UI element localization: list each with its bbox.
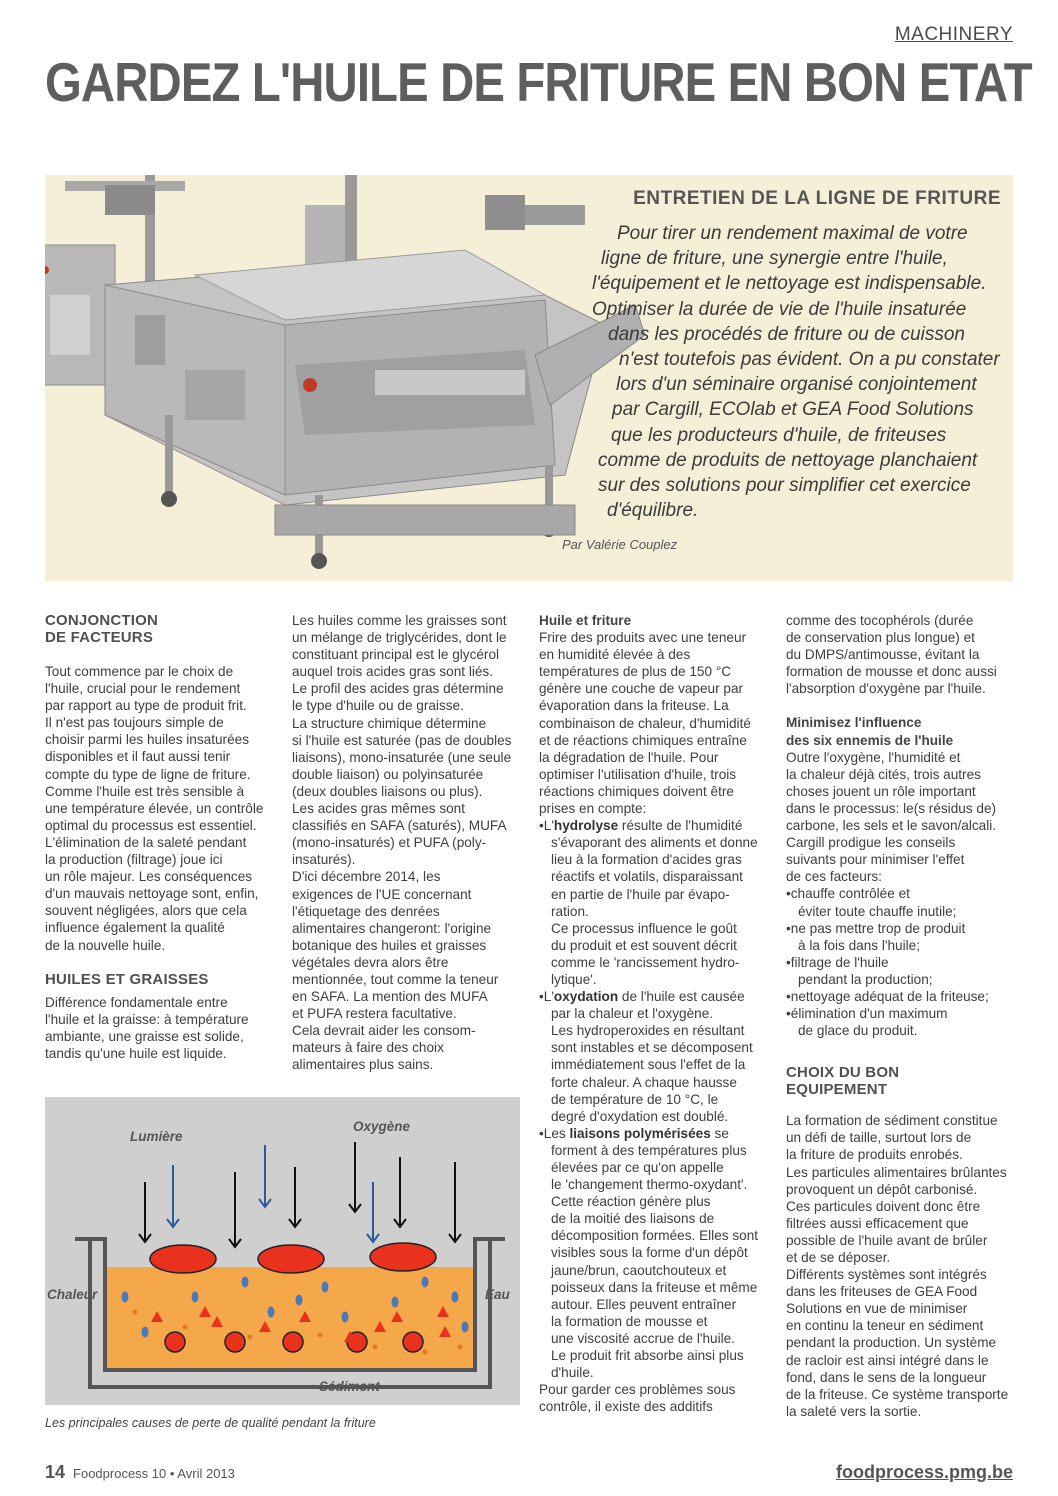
heading-huile-friture: Huile et friture (539, 613, 632, 628)
text-line: botanique des huiles et graisses (292, 937, 487, 953)
oil-dot (183, 1325, 188, 1330)
text-line: de racloir est ainsi intégré dans le (786, 1352, 989, 1368)
text-line: souvent négligées, alors que cela (45, 903, 247, 919)
lead-line: sur des solutions pour simplifier cet exercice (598, 475, 971, 496)
bullet-line: •ne pas mettre trop de produit (786, 920, 966, 936)
section-tag: MACHINERY (894, 24, 1013, 45)
text-line: Les particules alimentaires brûlantes (786, 1164, 1007, 1180)
text-line: fond, dans le sens de la longueur (786, 1369, 987, 1385)
sediment-particle (165, 1332, 185, 1352)
water-drop (296, 1295, 303, 1306)
bullet-line: à la fois dans l'huile; (798, 937, 920, 953)
bullet-line: de glace du produit. (798, 1023, 918, 1039)
text-line: ambiante, une graisse est solide, (45, 1028, 244, 1044)
bullet-line: éviter toute chauffe inutile; (798, 903, 957, 919)
text-line: une température élevée, un contrôle (45, 800, 264, 816)
text-line: Cargill prodigue les conseils (786, 835, 956, 851)
text-line: filtrées aussi efficacement que (786, 1215, 969, 1231)
text-line: autour. Elles peuvent entraîner (551, 1296, 737, 1312)
text-line: pendant la production. Un système (786, 1335, 997, 1351)
heading-huiles-graisses: HUILES ET GRAISSES (45, 970, 209, 988)
text-line: alimentaires plus sains. (292, 1057, 434, 1073)
text-line: d'un mauvais nettoyage sont, enfin, (45, 886, 259, 902)
bullet-line: •filtrage de l'huile (786, 954, 889, 970)
text-line: sont instables et se décomposent (551, 1040, 753, 1056)
text-line: en SAFA. La mention des MUFA (292, 989, 488, 1005)
text-line: contrôle, il existe des additifs (539, 1399, 713, 1415)
text-line: jaune/brun, caoutchouteux et (551, 1262, 727, 1278)
bullet-line: •chauffe contrôlée et (786, 886, 910, 902)
water-drop (342, 1312, 349, 1323)
lead-line: Pour tirer un rendement maximal de votre (617, 223, 968, 244)
oil-dot (248, 1335, 253, 1340)
text-line: la chaleur déjà cités, trois autres (786, 766, 981, 782)
water-drop (268, 1307, 275, 1318)
lead-line: Optimiser la durée de vie de l'huile insaturée (592, 298, 967, 320)
page-number: 14 (45, 1462, 66, 1482)
text-line: auquel trois acides gras sont liés. (292, 664, 493, 680)
text-line: Différence fondamentale entre (45, 994, 228, 1010)
column-1 (45, 612, 270, 1062)
text-line: et PUFA restera facultative. (292, 1006, 457, 1022)
text-line: Le profil des acides gras détermine (292, 681, 504, 697)
text-line: immédiatement sous l'effet de la (551, 1057, 746, 1073)
issue-info: Foodprocess 10 • Avril 2013 (73, 1466, 235, 1481)
water-drop (192, 1292, 199, 1303)
text-line: provoquent un dépôt carbonisé. (786, 1181, 978, 1197)
text-line: liaisons), mono-insaturée (une seule (292, 749, 512, 765)
paragraph (292, 612, 522, 1074)
text-line: l'absorption d'oxygène par l'huile. (786, 681, 986, 697)
frying-diagram-svg (45, 1097, 520, 1405)
text-line: possible de l'huile avant de brûler (786, 1232, 988, 1248)
heading-choix-equipement: CHOIX DU BON EQUIPEMENT (786, 1064, 900, 1099)
oil-dot (458, 1345, 463, 1350)
water-drop (462, 1322, 469, 1333)
text-line: la production (filtrage) joue ici (45, 852, 223, 868)
text-line: (mono-insaturés) et PUFA (poly- (292, 835, 487, 851)
text-line: choses jouent un rôle important (786, 783, 976, 799)
column-4 (786, 612, 1016, 1420)
water-drop (392, 1297, 399, 1308)
text-line: de la moitié des liaisons de (551, 1211, 715, 1227)
text-line: constituant principal est le glycérol (292, 647, 500, 663)
byline: Par Valérie Couplez (562, 537, 678, 552)
text-line: de la friteuse. Ce système transporte (786, 1386, 1009, 1402)
text-line: ration. (551, 903, 589, 919)
text-line: l'étiquetage des denrées (292, 903, 440, 919)
text-line: en humidité élevée à des (539, 647, 691, 663)
text-line: l'huile et la graisse: à température (45, 1011, 249, 1027)
text-line: degré d'oxydation est doublé. (551, 1108, 729, 1124)
text-line: insaturés). (292, 852, 356, 868)
text-line: par la chaleur et l'oxygène. (551, 1006, 714, 1022)
text-line: D'ici décembre 2014, les (292, 869, 441, 885)
label-light: Lumière (130, 1129, 183, 1144)
lead-line: n'est toutefois pas évident. On a pu constater (619, 349, 1000, 370)
text-line: températures de plus de 150 °C (539, 664, 732, 680)
bullet-text (539, 1142, 764, 1381)
text-line: prises en compte: (539, 801, 647, 817)
text-line: La formation de sédiment constitue (786, 1113, 998, 1129)
footer-issue (45, 1462, 235, 1483)
water-drop (322, 1282, 329, 1293)
text-line: double liaison) ou polyinsaturée (292, 766, 484, 782)
text-line: Il n'est pas toujours simple de (45, 715, 224, 731)
paragraph (539, 1381, 764, 1415)
text-line: du produit et est souvent décrit (551, 937, 737, 953)
water-drop (422, 1277, 429, 1288)
text-line: mentionnée, tout comme la teneur (292, 971, 499, 987)
text-line: et de réactions chimiques entraîne (539, 732, 747, 748)
text-line: disponibles et il faut aussi tenir (45, 749, 231, 765)
text-line: Frire des produits avec une teneur (539, 630, 747, 646)
water-drop (142, 1327, 149, 1338)
text-line: Minimisez l'influence (786, 715, 922, 731)
lead-line: lors d'un séminaire organisé conjointement (616, 374, 977, 396)
text-line: en continu la teneur en sédiment (786, 1318, 984, 1334)
text-line: Tout commence par le choix de (45, 664, 234, 679)
text-line: Cette réaction génère plus (551, 1194, 711, 1210)
text-line: comme le 'rancissement hydro- (551, 954, 740, 970)
label-heat: Chaleur (47, 1287, 98, 1302)
text-line: visibles sous la forme d'un dépôt (551, 1245, 748, 1261)
column-3 (539, 612, 764, 1415)
text-line: Comme l'huile est très sensible à (45, 783, 245, 799)
text-line: évaporation dans la friteuse. La (539, 698, 729, 714)
text-line: le type d'huile ou de graisse. (292, 698, 464, 714)
lead-line: ligne de friture, une synergie entre l'huile, (601, 248, 948, 270)
text-line: suivants pour minimiser l'effet (786, 852, 965, 868)
text-line: réactifs et volatils, disparaissant (551, 869, 743, 885)
text-line: formation de mousse et donc aussi (786, 664, 997, 680)
lead-line: dans les procédés de friture ou de cuisson (608, 323, 965, 345)
text-line: alimentaires changeront: l'origine (292, 920, 492, 936)
bullet-hydrolyse: •L'hydrolyse résulte de l'humidité (539, 818, 743, 834)
hero-block (45, 175, 1013, 581)
text-line: (deux doubles liaisons ou plus). (292, 783, 483, 799)
text-line: un mélange de triglycérides, dont le (292, 630, 507, 646)
text-line: du DMPS/antimousse, évitant la (786, 647, 980, 663)
heading-conjonction: CONJONCTION DE FACTEURS (45, 612, 159, 646)
text-line: Outre l'oxygène, l'humidité et (786, 749, 961, 765)
oil-dot (133, 1310, 138, 1315)
text-line: L'élimination de la saleté pendant (45, 834, 247, 850)
food-product (370, 1243, 436, 1271)
bullet-line: •nettoyage adéquat de la friteuse; (786, 988, 989, 1004)
text-line: carbone, les sels et le savon/alcali. (786, 818, 997, 834)
label-oxygen: Oxygène (353, 1119, 411, 1134)
text-line: s'évaporant des aliments et donne (551, 835, 758, 851)
text-line: choisir parmi les huiles insaturées (45, 732, 249, 748)
column-2 (292, 612, 522, 1074)
text-line: Solutions en vue de minimiser (786, 1301, 968, 1317)
text-line: optimal du processus est essentiel. (45, 817, 257, 833)
text-line: une viscosité accrue de l'huile. (551, 1330, 735, 1346)
page-title: GARDEZ L'HUILE DE FRITURE EN BON ETAT (45, 51, 1032, 113)
label-sediment: Sédiment (319, 1379, 380, 1394)
text-line: dans les friteuses de GEA Food (786, 1284, 978, 1300)
text-line: La structure chimique détermine (292, 715, 487, 731)
text-line: forte chaleur. A chaque hausse (551, 1074, 737, 1090)
text-line: par rapport au type de produit frit. (45, 698, 247, 714)
text-line: le 'changement thermo-oxydant'. (551, 1177, 748, 1193)
text-line: Ces particules doivent donc être (786, 1198, 981, 1214)
water-drop (452, 1292, 459, 1303)
fryer-machine-illustration (45, 175, 645, 581)
text-line: d'huile. (551, 1365, 594, 1381)
text-line: Différents systèmes sont intégrés (786, 1267, 987, 1283)
text-line: influence également la qualité (45, 920, 225, 936)
text-line: des six ennemis de l'huile (786, 732, 954, 748)
bullet-oxydation: •L'oxydation de l'huile est causée (539, 989, 745, 1005)
text-line: réactions chimiques doivent être (539, 783, 734, 799)
text-line: poisseux dans la friteuse et même (551, 1279, 758, 1295)
food-product (150, 1245, 216, 1273)
oil-dot (318, 1333, 323, 1338)
bullet-text (539, 1005, 764, 1125)
text-line: Le produit frit absorbe ainsi plus (551, 1348, 744, 1364)
text-line: classifiés en SAFA (saturés), MUFA (292, 818, 507, 834)
paragraph (45, 994, 270, 1062)
bullet-line: pendant la production; (798, 971, 933, 987)
text-line: et de se déposer. (786, 1250, 891, 1265)
text-line: un défi de taille, surtout lors de (786, 1130, 972, 1146)
text-line: de ces facteurs: (786, 869, 882, 885)
text-line: la formation de mousse et (551, 1313, 708, 1329)
text-line: lytique'. (551, 971, 597, 987)
text-line: lieu à la formation d'acides gras (551, 852, 742, 868)
oil-dot (423, 1350, 428, 1355)
text-line: optimiser l'utilisation d'huile, trois (539, 766, 737, 782)
label-water: Eau (485, 1287, 510, 1302)
paragraph (45, 663, 270, 954)
text-line: élevées par ce qu'on appelle (551, 1160, 724, 1175)
paragraph (786, 612, 1016, 697)
text-line: la dégradation de l'huile. Pour (539, 749, 719, 765)
lead-line: par Cargill, ECOlab et GEA Food Solutions (612, 399, 974, 421)
text-line: Pour garder ces problèmes sous (539, 1382, 736, 1398)
text-line: si l'huile est saturée (pas de doubles (292, 732, 512, 748)
paragraph (539, 629, 764, 817)
sediment-particle (403, 1332, 423, 1352)
text-line: en partie de l'huile par évapo- (551, 886, 730, 902)
text-line: mateurs à faire des choix (292, 1040, 444, 1056)
text-line: Cela devrait aider les consom- (292, 1023, 476, 1039)
lead-line: d'équilibre. (607, 500, 699, 522)
text-line: de la nouvelle huile. (45, 937, 166, 953)
hero-title: ENTRETIEN DE LA LIGNE DE FRITURE (633, 188, 1001, 209)
text-line: comme des tocophérols (durée (786, 613, 974, 628)
text-line: génère une couche de vapeur par (539, 681, 744, 697)
bullet-text (539, 834, 764, 988)
text-line: exigences de l'UE concernant (292, 886, 472, 902)
text-line: la friture de produits enrobés. (786, 1147, 963, 1163)
water-drop (242, 1277, 249, 1288)
text-line: de conservation plus longue) et (786, 630, 975, 646)
footer-site-link[interactable]: foodprocess.pmg.be (835, 1462, 1013, 1482)
text-line: compte du type de ligne de friture. (45, 766, 251, 782)
bullet-liaisons: •Les liaisons polymérisées se (539, 1125, 729, 1141)
oil-dot (373, 1345, 378, 1350)
text-line: Les huiles comme les graisses sont (292, 613, 507, 628)
lead-line: que les producteurs d'huile, de friteuses (611, 424, 947, 446)
sediment-particle (225, 1332, 245, 1352)
bullet-list (786, 885, 1016, 1039)
paragraph (786, 749, 1016, 886)
bullet-line: •élimination d'un maximum (786, 1006, 948, 1022)
text-line: combinaison de chaleur, d'humidité (539, 715, 751, 731)
lead-line: l'équipement et le nettoyage est indispensable. (592, 273, 987, 295)
text-line: Les acides gras mêmes sont (292, 801, 466, 817)
text-line: l'huile, crucial pour le rendement (45, 681, 241, 697)
paragraph (786, 1112, 1016, 1420)
heading-six-ennemis (786, 714, 1016, 748)
text-line: dans le processus: le(s résidus de) (786, 800, 997, 816)
text-line: décomposition formées. Elles sont (551, 1228, 759, 1244)
food-product (258, 1245, 324, 1273)
diagram-caption: Les principales causes de perte de qualité pendant la friture (45, 1416, 376, 1430)
text-line: de température de 10 °C, le (551, 1091, 719, 1107)
text-line: Les hydroperoxides en résultant (551, 1023, 745, 1039)
water-drop (122, 1292, 129, 1303)
text-line: un rôle majeur. Les conséquences (45, 869, 253, 885)
text-line: végétales devra alors être (292, 954, 449, 970)
sediment-particle (283, 1332, 303, 1352)
frying-diagram (45, 1097, 520, 1405)
lead-line: comme de produits de nettoyage planchaient (598, 449, 978, 471)
text-line: tandis qu'une huile est liquide. (45, 1045, 227, 1061)
text-line: forment à des températures plus (551, 1142, 747, 1158)
text-line: Ce processus influence le goût (551, 920, 737, 936)
text-line: la saleté vers la sortie. (786, 1403, 922, 1419)
